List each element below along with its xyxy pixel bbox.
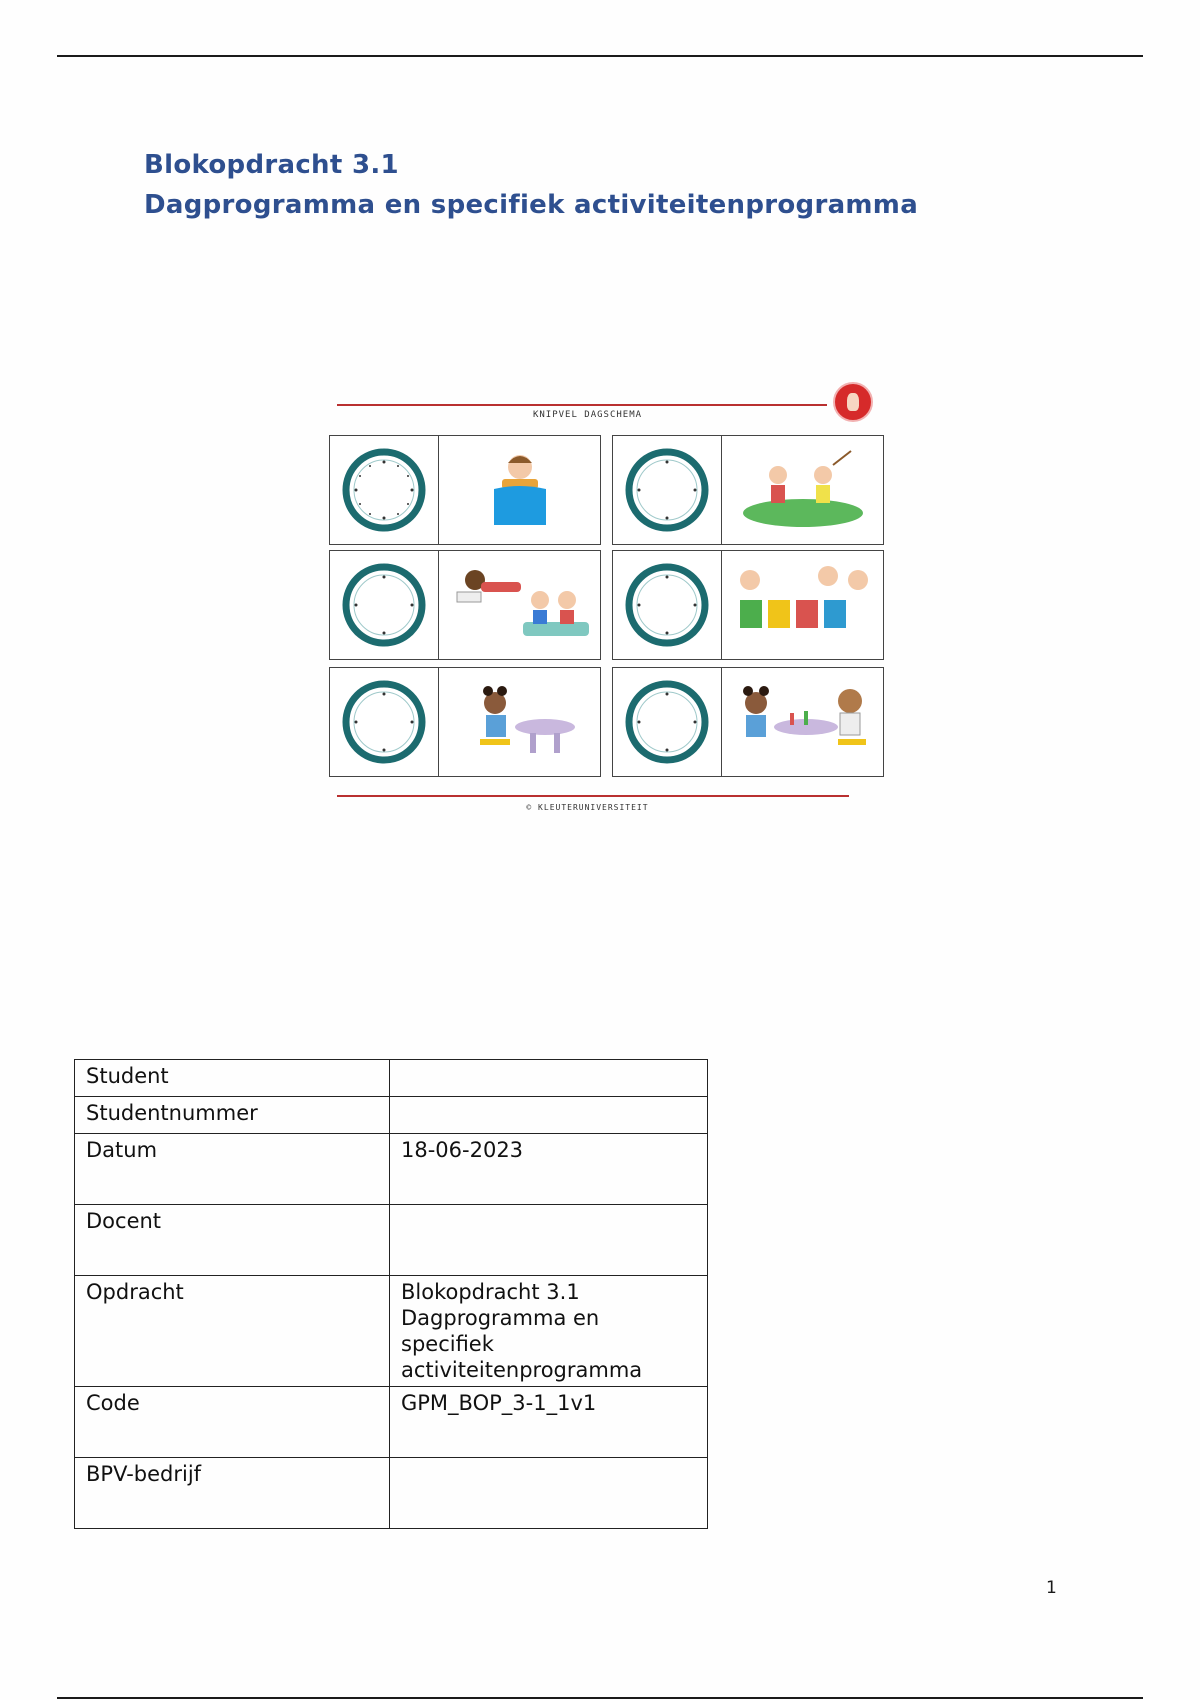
table-row: [75, 1134, 708, 1205]
table-row: [75, 1458, 708, 1529]
schedule-card: [612, 550, 884, 660]
opdracht-line-3: specifiek: [401, 1332, 494, 1356]
table-row: [75, 1387, 708, 1458]
clock-icon: [330, 436, 439, 544]
child-at-table-image: [439, 668, 600, 776]
row-label-studentnummer: Studentnummer: [75, 1097, 390, 1134]
schedule-card: [329, 550, 601, 660]
clock-icon: [330, 551, 439, 659]
opdracht-line-4: activiteitenprogramma: [401, 1358, 643, 1382]
schedule-card: [612, 435, 884, 545]
table-row: [75, 1205, 708, 1276]
page-number: 1: [1046, 1578, 1057, 1598]
schedule-card: [329, 435, 601, 545]
row-value-datum: 18-06-2023: [390, 1134, 708, 1205]
row-value-docent: [390, 1205, 708, 1276]
row-value-student: [390, 1060, 708, 1097]
row-label-datum: Datum: [75, 1134, 390, 1205]
row-value-bpv-bedrijf: [390, 1458, 708, 1529]
title-line-2: Dagprogramma en specifiek activiteitenprogramma: [144, 190, 919, 220]
row-label-code: Code: [75, 1387, 390, 1458]
row-value-opdracht: [390, 1276, 708, 1387]
row-label-opdracht: Opdracht: [75, 1276, 390, 1387]
row-value-code: GPM_BOP_3-1_1v1: [390, 1387, 708, 1458]
day-schedule-illustration: [325, 380, 885, 820]
row-label-bpv-bedrijf: BPV-bedrijf: [75, 1458, 390, 1529]
clock-icon: [613, 436, 722, 544]
row-label-docent: Docent: [75, 1205, 390, 1276]
table-row: [75, 1097, 708, 1134]
clock-icon: [613, 668, 722, 776]
footer-rule: [57, 1697, 1143, 1699]
title-line-1: Blokopdracht 3.1: [144, 150, 399, 180]
children-playing-image: [722, 436, 883, 544]
document-title: [144, 145, 918, 225]
schedule-card: [612, 667, 884, 777]
table-row: [75, 1060, 708, 1097]
illustration-header: KNIPVEL DAGSCHEMA: [532, 410, 643, 420]
recycling-bins-image: [722, 551, 883, 659]
header-rule: [57, 55, 1143, 57]
opdracht-line-1: Blokopdracht 3.1: [401, 1280, 580, 1304]
clock-icon: [330, 668, 439, 776]
illustration-top-rule: [337, 404, 827, 406]
illustration-footer: © KLEUTERUNIVERSITEIT: [526, 803, 649, 812]
clock-icon: [613, 551, 722, 659]
row-value-studentnummer: [390, 1097, 708, 1134]
illustration-bottom-rule: [337, 795, 849, 797]
child-in-bed-image: [439, 436, 600, 544]
children-reading-image: [439, 551, 600, 659]
table-row: [75, 1276, 708, 1387]
row-label-student: Student: [75, 1060, 390, 1097]
opdracht-line-2: Dagprogramma en: [401, 1306, 600, 1330]
children-crafting-image: [722, 668, 883, 776]
schedule-card: [329, 667, 601, 777]
student-info-table: [74, 1059, 708, 1529]
